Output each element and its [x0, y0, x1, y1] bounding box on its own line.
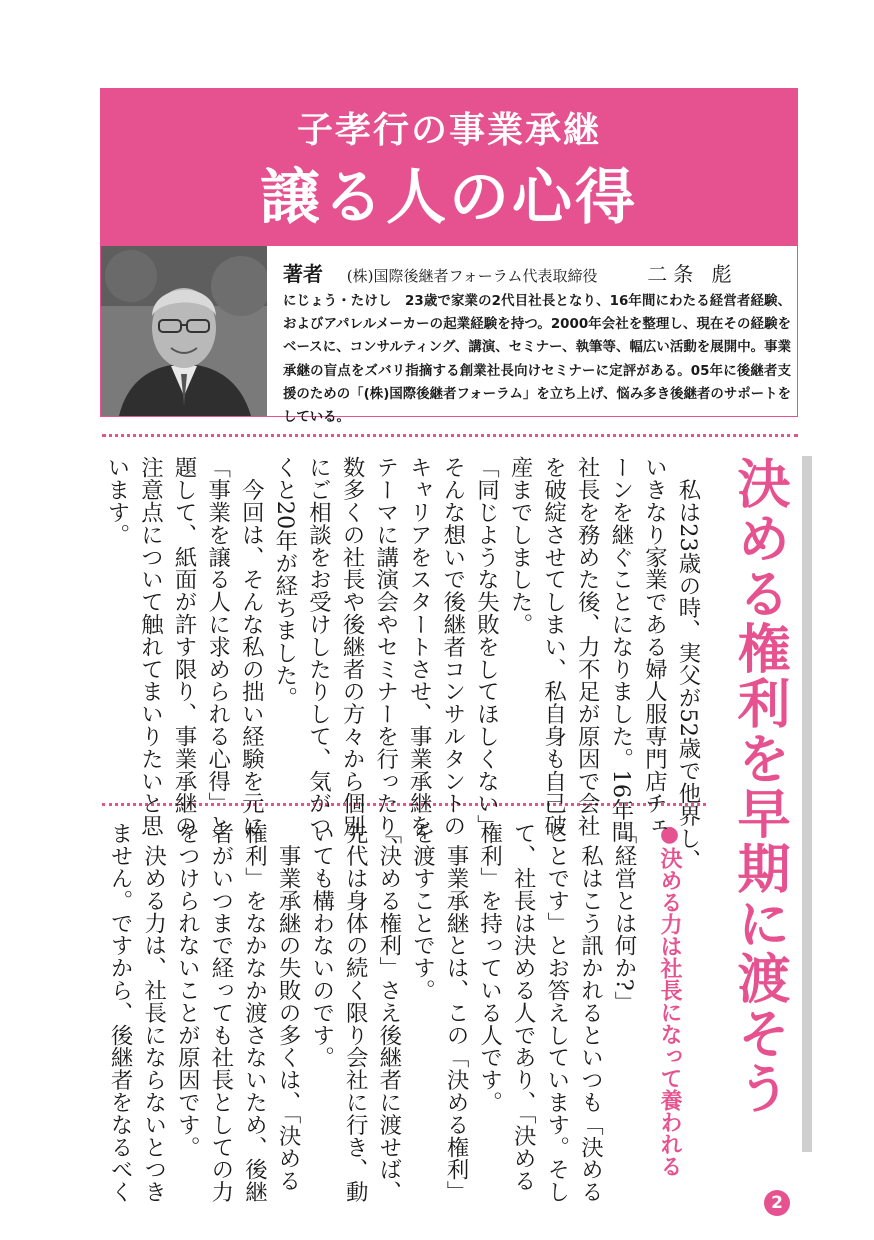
- author-organization: (株)国際後継者フォーラム代表取締役: [346, 267, 598, 285]
- body-text-line: ことです」とお答えしています。そし: [543, 822, 570, 1203]
- body-text-line: 産までしました。: [507, 456, 534, 636]
- body-text-line: 決める力は、社長にならないとつき: [140, 822, 167, 1203]
- body-text-line: を破綻させてしまい、私自身も自己破: [540, 456, 567, 837]
- body-text-line: を渡すことです。: [409, 822, 436, 1002]
- side-bar: [802, 456, 812, 1152]
- body-text-line: をつけられないことが原因です。: [174, 822, 201, 1158]
- body-text-line: にご相談をお受けしたりして、気がつ: [305, 456, 332, 837]
- author-label: 著者: [283, 262, 323, 286]
- body-text-line: 「事業を譲る人に求められる心得」と: [204, 456, 231, 837]
- body-text-line: くと20年が経ちました。: [271, 456, 298, 709]
- body-text-line: 権利」をなかなか渡さないため、後継: [241, 822, 268, 1203]
- author-name: 二条 彪: [647, 262, 738, 286]
- body-text-line: 先代は身体の続く限り会社に行き、動: [342, 822, 369, 1203]
- author-bio: にじょう・たけし 23歳で家業の2代目社長となり、16年間にわたる経営者経験、およびアパレルメーカーの起業経験を持つ。2000年会社を整理し、現在その経験をベースに、コンサルティング、講演、セミナー、執筆等、幅広い活動を展開中。事業承継の盲点をズバリ指摘する創業社長向けセミナーに定評がある。05年に後継者支援のための「(株)国際後継者フォーラム」を立ち上げ、悩み多き後継者のサポートをしている。: [283, 294, 791, 426]
- body-text-line: 「同じような失敗をしてほしくない」: [473, 456, 500, 837]
- body-text-line: 者がいつまで経っても社長としての力: [207, 822, 234, 1203]
- article-headline: 決める権利を早期に渡そう: [729, 456, 790, 1116]
- title-banner: [100, 88, 798, 246]
- body-text-line: います。: [103, 456, 130, 546]
- author-photo: [101, 246, 267, 416]
- body-text-line: いきなり家業である婦人服専門店チェ: [641, 456, 668, 837]
- body-text-line: キャリアをスタートさせ、事業承継を: [406, 456, 433, 837]
- body-text-line: テーマに講演会やセミナーを行ったり、: [372, 456, 399, 860]
- body-text-line: ません。ですから、後継者をなるべく: [107, 822, 134, 1203]
- dotted-divider-top: [102, 434, 798, 437]
- body-text-line: そんな想いで後継者コンサルタントの: [439, 456, 466, 837]
- body-text-line: 事業承継とは、この「決める権利」: [443, 822, 470, 1203]
- body-text-line: て、社長は決める人であり、「決める: [510, 822, 537, 1192]
- body-text-line: 事業承継の失敗の多くは、「決める: [275, 822, 302, 1192]
- series-title: 子孝行の事業承継: [296, 109, 601, 151]
- author-profile: [100, 246, 798, 426]
- section-subhead: ●決める力は社長になって養われる: [657, 822, 682, 1177]
- body-text-line: 今回は、そんな私の拙い経験を元に: [238, 456, 265, 837]
- body-text-line: 注意点について触れてまいりたいと思: [137, 456, 164, 837]
- article-body-bottom: [100, 822, 640, 1203]
- page-title: 譲る人の心得: [260, 163, 638, 233]
- body-text-line: 「決める権利」さえ後継者に渡せば、: [375, 822, 402, 1203]
- body-text-line: 題して、紙面が許す限り、事業承継の: [171, 456, 198, 837]
- body-text-line: ーンを継ぐことになりました。16年間: [607, 456, 634, 843]
- body-text-line: 私はこう訊かれるといつも「決める: [577, 822, 604, 1203]
- body-text-line: いても構わないのです。: [308, 822, 335, 1069]
- body-text-line: 権利」を持っている人です。: [476, 822, 503, 1114]
- body-text-line: 社長を務めた後、力不足が原因で会社: [574, 456, 601, 837]
- body-text-line: 数多くの社長や後継者の方々から個別: [339, 456, 366, 837]
- article-body-top: [100, 456, 704, 872]
- author-line: [283, 258, 793, 287]
- body-text-line: 「経営とは何か?」: [611, 822, 637, 1014]
- page-number: 2: [764, 1190, 790, 1216]
- body-text-line: 私は23歳の時、実父が52歳で他界し、: [675, 456, 701, 872]
